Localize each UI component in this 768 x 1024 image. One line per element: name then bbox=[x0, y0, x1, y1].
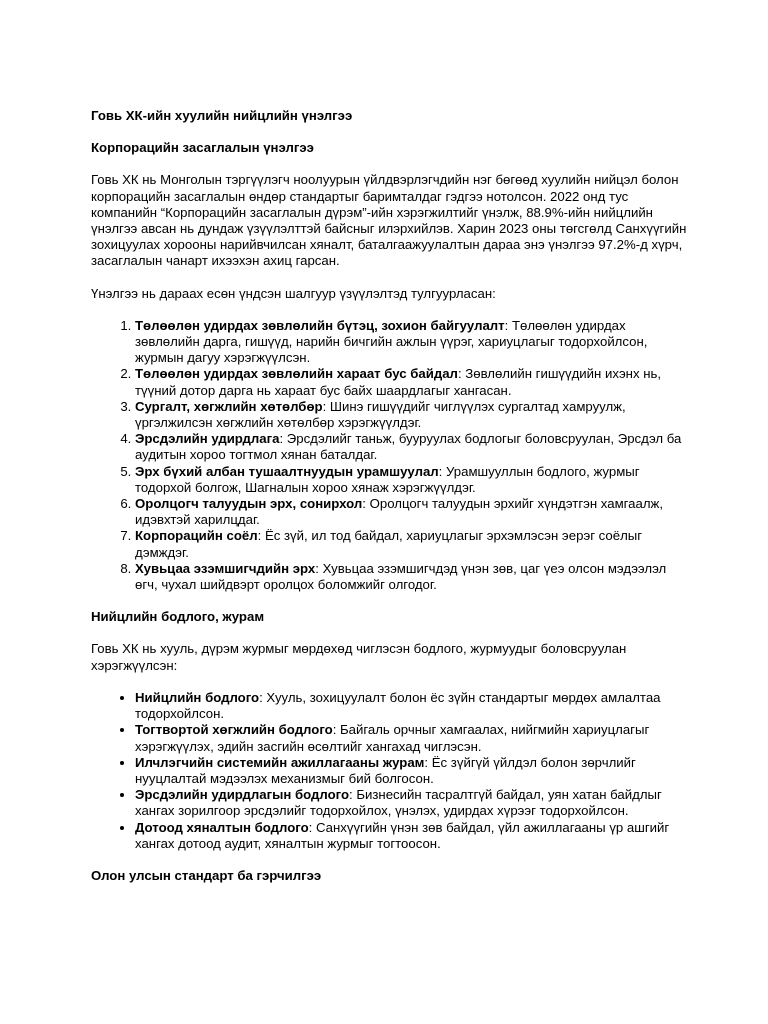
criteria-term: Эрх бүхий албан тушаалтнуудын урамшуулал bbox=[135, 463, 439, 479]
policy-term: Дотоод хяналтын бодлого bbox=[135, 819, 309, 835]
section-heading-governance: Корпорацийн засаглалын үнэлгээ bbox=[91, 140, 314, 156]
policy-item bbox=[135, 787, 691, 819]
policy-desc: : Ёс зүйгүй үйлдэл болон зөрчлийг нууцлалтай мэдээлэх механизмыг бий болгосон. bbox=[135, 754, 636, 786]
criteria-list bbox=[91, 318, 691, 593]
policy-item bbox=[135, 722, 691, 754]
criteria-desc: : Урамшууллын бодлого, журмыг тодорхой болгож, Шагналын хороо хянаж хэрэгжүүлдэг. bbox=[135, 463, 640, 495]
criteria-item bbox=[135, 561, 691, 593]
policy-item bbox=[135, 690, 691, 722]
policy-item bbox=[135, 820, 691, 852]
criteria-item bbox=[135, 496, 691, 528]
policy-term: Илчлэгчийн системийн ажиллагааны журам bbox=[135, 754, 425, 770]
policy-term: Нийцлийн бодлого bbox=[135, 689, 260, 705]
criteria-desc: : Шинэ гишүүдийг чиглүүлэх сургалтад хамруулж, үргэлжилсэн хөгжлийн хөтөлбөр хэрэгжүүлдэг. bbox=[135, 398, 626, 431]
section-heading-policies: Нийцлийн бодлого, журам bbox=[91, 609, 265, 625]
criteria-term: Төлөөлөн удирдах зөвлөлийн хараат бус байдал bbox=[135, 366, 458, 382]
policy-item bbox=[135, 755, 691, 787]
criteria-item bbox=[135, 464, 691, 496]
document-page bbox=[91, 108, 691, 900]
policy-desc: : Бизнесийн тасралтгүй байдал, уян хатан байдлыг хангах зорилгоор эрсдэлийг тодорхойлох, үнэлэх, удирдах хүрээг тодорхойлсон. bbox=[135, 787, 662, 819]
criteria-term: Төлөөлөн удирдах зөвлөлийн бүтэц, зохион байгуулалт bbox=[135, 317, 505, 333]
policy-desc: : Санхүүгийн үнэн зөв байдал, үйл ажиллагааны үр ашгийг хангах дотоод аудит, хяналтын журмыг тогтоосон. bbox=[135, 819, 670, 851]
criteria-term: Хувьцаа эзэмшигчдийн эрх bbox=[135, 560, 316, 576]
criteria-item bbox=[135, 399, 691, 431]
policies-list bbox=[91, 690, 691, 852]
criteria-desc: : Төлөөлөн удирдах зөвлөлийн дарга, гишүүд, нарийн бичгийн ажлын үүрэг, хариуцлагыг тодорхойлсон, журмын дагуу хэрэгжүүлсэн. bbox=[135, 317, 648, 366]
policy-desc: : Хууль, зохицуулалт болон ёс зүйн стандартыг мөрдөх амлалтаа тодорхойлсон. bbox=[135, 689, 661, 722]
criteria-term: Корпорацийн соёл bbox=[135, 528, 258, 544]
section-heading-standards: Олон улсын стандарт ба гэрчилгээ bbox=[91, 867, 322, 883]
criteria-item bbox=[135, 366, 691, 398]
criteria-item bbox=[135, 528, 691, 560]
criteria-intro: Үнэлгээ нь дараах есөн үндсэн шалгуур үзүүлэлтэд тулгуурласан: bbox=[91, 285, 496, 301]
criteria-desc: : Оролцогч талуудын эрхийг хүндэтгэн хамгаалж, идэвхтэй харилцдаг. bbox=[135, 496, 664, 528]
criteria-item bbox=[135, 318, 691, 367]
policies-intro: Говь ХК нь хууль, дүрэм журмыг мөрдөхөд чиглэсэн бодлого, журмуудыг боловсруулан хэрэгжүүлсэн: bbox=[91, 641, 627, 673]
governance-paragraph: Говь ХК нь Монголын тэргүүлэгч ноолуурын үйлдвэрлэгчдийн нэг бөгөөд хуулийн нийцэл болон корпорацийн засаглалын өндөр стандартыг баримталдаг гэдгээ нотолсон. 2022 онд тус компанийн “Корпорацийн засаглалын дүрэм”-ийн хэрэгжилтийг үнэлж, 88.9%-ийн нийцлийн үнэлгээ авсан нь дундаж үзүүлэлттэй байсныг илэрхийлэв. Харин 2023 оны төгсгөлд Санхүүгийн зохицуулах хорооны нарийвчилсан хяналт, баталгаажуулалтын дараа энэ үнэлгээ 97.2%-д хүрч, засаглалын чанарт ихээхэн ахиц гарсан. bbox=[91, 172, 687, 269]
criteria-desc: : Хувьцаа эзэмшигчдэд үнэн зөв, цаг үеэ олсон мэдээлэл өгч, чухал шийдвэрт оролцох боломжийг олгодог. bbox=[135, 560, 667, 593]
document-title: Говь ХК-ийн хуулийн нийцлийн үнэлгээ bbox=[91, 108, 353, 123]
criteria-item bbox=[135, 431, 691, 463]
policy-term: Тогтвортой хөгжлийн бодлого bbox=[135, 722, 333, 738]
criteria-term: Эрсдэлийн удирдлага bbox=[135, 431, 280, 447]
policy-term: Эрсдэлийн удирдлагын бодлого bbox=[135, 787, 350, 803]
policy-desc: : Байгаль орчныг хамгаалах, нийгмийн хариуцлагыг хэрэгжүүлэх, эдийн засгийн өсөлтийг хангахад чиглэсэн. bbox=[135, 722, 650, 754]
criteria-desc: : Ёс зүй, ил тод байдал, хариуцлагыг эрхэмлэсэн эерэг соёлыг дэмждэг. bbox=[135, 528, 643, 560]
criteria-desc: : Зөвлөлийн гишүүдийн ихэнх нь, түүний дотор дарга нь хараат бус байх шаардлагыг хангасан. bbox=[135, 366, 662, 398]
criteria-desc: : Эрсдэлийг таньж, бууруулах бодлогыг боловсруулан, Эрсдэл ба аудитын хороо тогтмол хянан баталдаг. bbox=[135, 431, 682, 463]
criteria-term: Оролцогч талуудын эрх, сонирхол bbox=[135, 496, 363, 512]
criteria-term: Сургалт, хөгжлийн хөтөлбөр bbox=[135, 398, 323, 414]
